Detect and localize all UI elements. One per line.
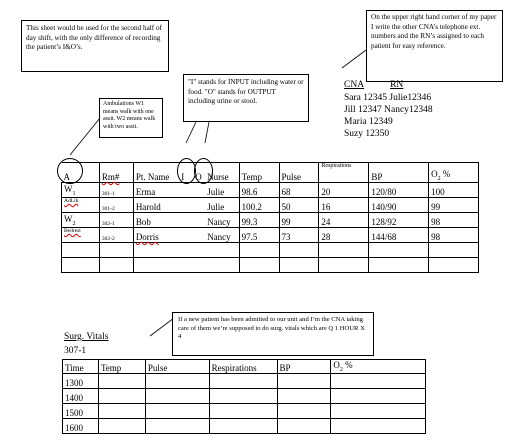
staff-row: Maria 12349 xyxy=(344,117,393,127)
cell-bp: 140/90 xyxy=(369,198,429,213)
cell-name: Bob xyxy=(133,213,205,228)
patient-table xyxy=(61,162,479,273)
note-ambulation xyxy=(99,98,163,138)
surg-time: 1300 xyxy=(63,374,99,389)
amb-value: AdLib xyxy=(64,198,79,204)
surg-col-temp: Temp xyxy=(98,360,145,374)
cell-o2: 99 xyxy=(429,198,479,213)
amb-value: W xyxy=(64,214,73,225)
name-value: Dorris xyxy=(135,232,159,242)
cell-nurse: Julie xyxy=(205,183,239,198)
o2-sub: 2 xyxy=(339,367,343,373)
cell-o2: 98 xyxy=(429,228,479,243)
col-temp: Temp xyxy=(239,163,279,183)
o2-pct: % xyxy=(440,169,451,180)
col-room: Rm# xyxy=(99,163,133,183)
table-row xyxy=(62,183,479,198)
col-a: A xyxy=(62,163,100,183)
col-o: O xyxy=(193,163,205,183)
surg-room: 307-1 xyxy=(64,346,87,356)
cell-nurse: Nancy xyxy=(205,213,239,228)
cell-nurse: Nancy xyxy=(205,228,239,243)
cell-pulse: 73 xyxy=(279,228,319,243)
table-header-row xyxy=(62,163,479,183)
amb-value: W xyxy=(64,184,73,195)
col-nurse: Nurse xyxy=(205,163,239,183)
staff-row: Jill 12347 Nancy12348 xyxy=(344,105,433,115)
note-contacts xyxy=(366,10,503,82)
cell-name: Harold xyxy=(133,198,205,213)
surg-title: Surg. Vitals xyxy=(64,332,109,342)
cell-ambulation xyxy=(62,183,100,198)
note-io-text: "I" stands for INPUT including water or food. "O" stands for OUTPUT including urine or stool. xyxy=(188,78,304,105)
o2-label: O xyxy=(333,360,340,371)
o2-pct: % xyxy=(342,360,353,371)
col-name: Pt. Name xyxy=(133,163,179,183)
table-row-empty xyxy=(62,258,479,273)
surg-col-resp: Respirations xyxy=(209,360,277,374)
table-row-empty xyxy=(62,243,479,258)
o2-sub: 2 xyxy=(437,176,441,182)
cell-temp: 100.2 xyxy=(239,198,279,213)
cell-ambulation xyxy=(62,213,100,228)
staff-row: Sara 12345 Julie12346 xyxy=(344,93,432,103)
cell-temp: 99.3 xyxy=(239,213,279,228)
note-contacts-text: On the upper right hand corner of my paper I write the other CNA’s telephone ext. numbers and the RN’s assigned to each patient for easy reference. xyxy=(371,13,497,50)
cell-resp: 24 xyxy=(319,213,369,228)
cell-resp: 20 xyxy=(319,183,369,198)
col-bp: BP xyxy=(369,163,429,183)
note-surg-text: If a new patient has been admitted to our unit and I’m the CNA taking care of them we’re supposed to do surg. vitals which are Q 1 HOUR X 4 xyxy=(178,316,365,341)
amb-sub: 1 xyxy=(72,191,76,197)
table-row xyxy=(62,198,479,213)
surg-header-row xyxy=(63,360,426,374)
note-ambulation-text: Ambulations W1 means walk with one assit. W2 means walk with two assit. xyxy=(103,101,156,130)
col-pulse: Pulse xyxy=(279,163,319,183)
surg-vitals-table xyxy=(62,359,426,434)
amb-sub: 2 xyxy=(72,221,76,227)
cna-header: CNA xyxy=(344,80,365,90)
surg-col-pulse: Pulse xyxy=(145,360,209,374)
cell-bp: 120/80 xyxy=(369,183,429,198)
surg-col-o2 xyxy=(331,360,426,374)
cell-bp: 144/68 xyxy=(369,228,429,243)
note-shift-text: This sheet would be used for the second half of day shift, with the only difference of recording the patient’s I&O’s. xyxy=(26,24,162,51)
cell-name xyxy=(133,228,205,243)
cell-temp: 97.5 xyxy=(239,228,279,243)
cell-o2: 100 xyxy=(429,183,479,198)
surg-time: 1400 xyxy=(63,389,99,404)
surg-row xyxy=(63,404,426,419)
cell-name: Erma xyxy=(133,183,205,198)
cell-nurse: Julie xyxy=(205,198,239,213)
cell-resp: 16 xyxy=(319,198,369,213)
surg-time: 1600 xyxy=(63,419,99,434)
cell-room: 302-1 xyxy=(99,213,133,228)
col-i: I xyxy=(179,163,193,183)
cell-temp: 98.6 xyxy=(239,183,279,198)
cell-o2: 98 xyxy=(429,213,479,228)
cell-room: 301-1 xyxy=(99,183,133,198)
surg-row xyxy=(63,374,426,389)
cell-ambulation xyxy=(62,198,100,213)
rn-header: RN xyxy=(390,80,404,90)
note-io xyxy=(183,74,309,122)
surg-row xyxy=(63,389,426,404)
surg-row xyxy=(63,419,426,434)
amb-value: Bedrest xyxy=(64,228,81,234)
note-shift xyxy=(21,20,169,72)
cell-pulse: 50 xyxy=(279,198,319,213)
surg-time: 1500 xyxy=(63,404,99,419)
o2-label: O xyxy=(431,169,438,180)
cell-resp: 28 xyxy=(319,228,369,243)
cell-bp: 128/92 xyxy=(369,213,429,228)
surg-col-bp: BP xyxy=(277,360,331,374)
table-row xyxy=(62,213,479,228)
cell-ambulation xyxy=(62,228,100,243)
col-resp: Respirations xyxy=(319,163,369,183)
note-surg xyxy=(172,312,374,356)
surg-col-time: Time xyxy=(63,360,99,374)
cell-room: 301-2 xyxy=(99,198,133,213)
staff-contacts xyxy=(344,80,433,140)
table-row xyxy=(62,228,479,243)
cell-pulse: 99 xyxy=(279,213,319,228)
col-o2 xyxy=(429,163,479,183)
cell-pulse: 68 xyxy=(279,183,319,198)
staff-row: Suzy 12350 xyxy=(344,129,390,139)
cell-room: 302-2 xyxy=(99,228,133,243)
